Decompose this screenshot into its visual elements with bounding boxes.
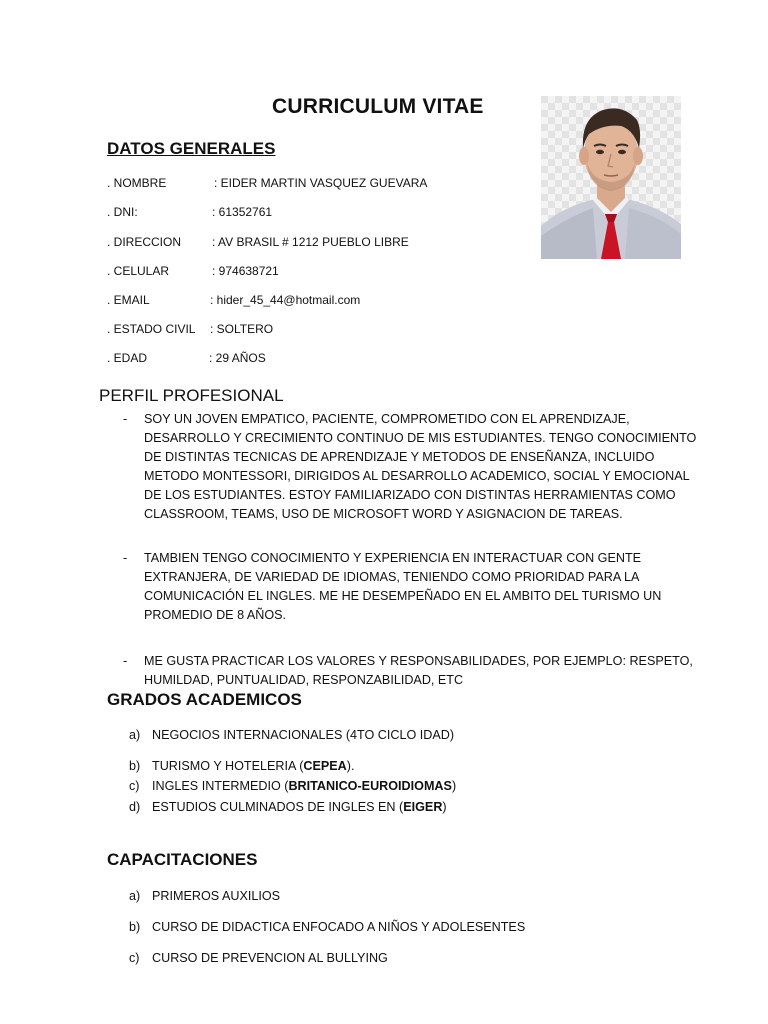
field-value: : SOLTERO	[210, 322, 274, 336]
section-heading-datos-generales: DATOS GENERALES	[107, 139, 276, 158]
field-value: : EIDER MARTIN VASQUEZ GUEVARA	[214, 176, 428, 190]
bullet-dash: -	[123, 551, 128, 565]
field-value: : AV BRASIL # 1212 PUEBLO LIBRE	[212, 235, 409, 249]
list-marker: d)	[129, 800, 141, 814]
list-marker: c)	[129, 951, 140, 965]
bullet-dash: -	[123, 412, 128, 426]
field-label: . DNI:	[107, 205, 138, 219]
list-marker: b)	[129, 759, 141, 773]
field-label: . ESTADO CIVIL	[107, 322, 196, 336]
list-marker: a)	[129, 728, 141, 742]
field-value: : 61352761	[212, 205, 273, 219]
list-text: INGLES INTERMEDIO (BRITANICO-EUROIDIOMAS)	[152, 779, 457, 793]
document-title: CURRICULUM VITAE	[272, 95, 484, 118]
list-text: NEGOCIOS INTERNACIONALES (4TO CICLO IDAD)	[152, 728, 455, 742]
field-label: . EMAIL	[107, 293, 150, 307]
section-heading-grados-academicos: GRADOS ACADEMICOS	[107, 690, 302, 709]
section-heading-capacitaciones: CAPACITACIONES	[107, 850, 258, 869]
bullet-dash: -	[123, 654, 128, 668]
field-label: . EDAD	[107, 351, 148, 365]
field-label: . NOMBRE	[107, 176, 167, 190]
list-text: ESTUDIOS CULMINADOS DE INGLES EN (EIGER)	[152, 800, 447, 814]
list-marker: b)	[129, 920, 141, 934]
profile-photo-image	[541, 96, 681, 259]
field-value: : 974638721	[212, 264, 279, 278]
field-label: . CELULAR	[107, 264, 170, 278]
field-value: : 29 AÑOS	[209, 351, 266, 365]
list-text: PRIMEROS AUXILIOS	[152, 889, 281, 903]
perfil-text: SOY UN JOVEN EMPATICO, PACIENTE, COMPROMETIDO CON EL APRENDIZAJE, DESARROLLO Y CRECIMIENTO CONTINUO DE MIS ESTUDIANTES. TENGO CONOCIMIENTO DE DISTINTAS TECNICAS DE APRENDIZAJE Y METODOS DE ENSEÑANZA, INCLUIDO METODO MONTESSORI, DIRIGIDOS AL DESARROLLO ACADEMICO, SOCIAL Y EMOCIONAL DE LOS ESTUDIANTES. ESTOY FAMILIARIZADO CON DISTINTAS HERRAMIENTAS COMO CLASSROOM, TEAMS, USO DE MICROSOFT WORD Y ASIGNACION DE TAREAS.	[144, 412, 697, 521]
perfil-text: TAMBIEN TENGO CONOCIMIENTO Y EXPERIENCIA EN INTERACTUAR CON GENTE EXTRANJERA, DE VARIEDAD DE IDIOMAS, TENIENDO COMO PRIORIDAD PARA LA COMUNICACIÓN EL INGLES. ME HE DESEMPEÑADO EN EL AMBITO DEL TURISMO UN PROMEDIO DE 8 AÑOS.	[144, 551, 662, 622]
field-label: . DIRECCION	[107, 235, 182, 249]
list-text: TURISMO Y HOTELERIA (CEPEA).	[152, 759, 355, 773]
profile-photo	[541, 96, 681, 259]
perfil-text: ME GUSTA PRACTICAR LOS VALORES Y RESPONSABILIDADES, POR EJEMPLO: RESPETO, HUMILDAD, PUNTUALIDAD, RESPONZABILIDAD, ETC	[144, 654, 693, 687]
section-heading-perfil-profesional: PERFIL PROFESIONAL	[99, 386, 284, 405]
list-text: CURSO DE DIDACTICA ENFOCADO A NIÑOS Y ADOLESENTES	[152, 920, 526, 934]
field-value: : hider_45_44@hotmail.com	[210, 293, 361, 307]
list-marker: a)	[129, 889, 141, 903]
list-text: CURSO DE PREVENCION AL BULLYING	[152, 951, 388, 965]
list-marker: c)	[129, 779, 140, 793]
